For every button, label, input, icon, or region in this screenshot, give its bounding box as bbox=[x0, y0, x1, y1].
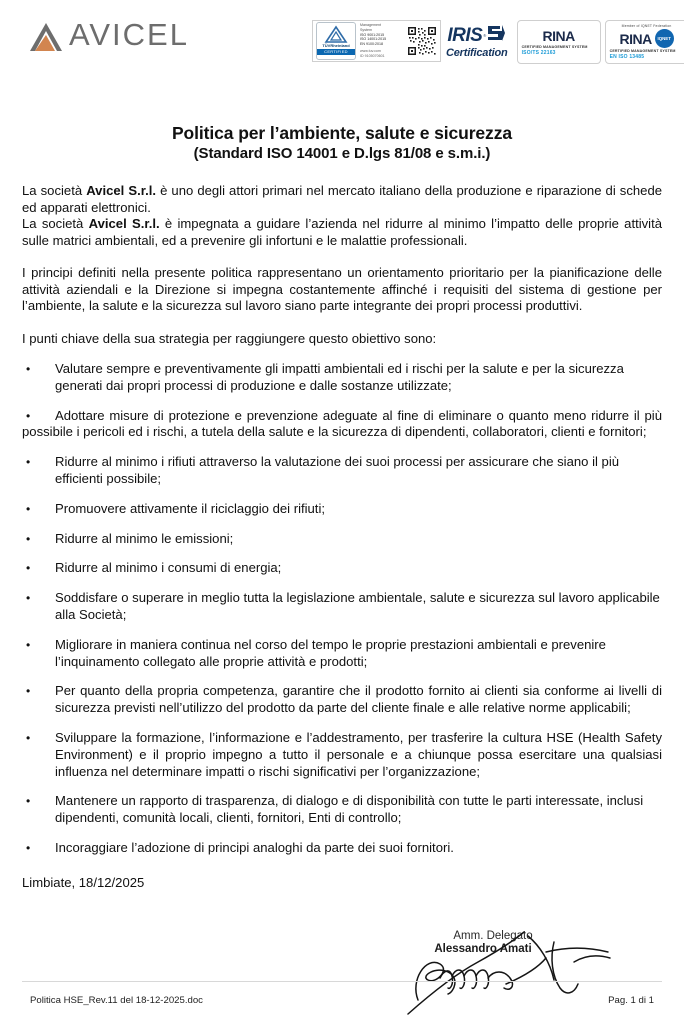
intro-text: è impegnata a guidare l’azienda nel ridurre al minimo l’impatto delle proprie attività sulle matrici ambientali, ed a prevenire gli infortuni e le malattie professionali. bbox=[22, 216, 663, 248]
intro-text: è uno degli attori primari nel mercato italiano della produzione e riparazione di schede ed apparati elettronici. bbox=[22, 183, 663, 215]
rina-caption: CERTIFIED MANAGEMENT SYSTEM bbox=[609, 49, 676, 53]
document-footer bbox=[30, 995, 654, 1006]
bullet-icon: • bbox=[26, 455, 31, 470]
list-item-text: Promuovere attivamente il riciclaggio dei rifiuti; bbox=[55, 500, 325, 516]
iqnet-member-text: Member of IQNET Federation bbox=[621, 24, 672, 28]
page-subtitle: (Standard ISO 14001 e D.lgs 81/08 e s.m.i.) bbox=[193, 145, 491, 162]
iris-subtitle: Certification bbox=[446, 46, 508, 59]
list-item-text: Per quanto della propria competenza, garantire che il prodotto fornito ai clienti sia conforme ai livelli di sicurezza previsti nell’utilizzo del prodotto da parte del cliente finale e alle relative norme applicabili; bbox=[55, 683, 662, 716]
list-item-text: Adottare misure di protezione e prevenzione adeguate al fine di eliminare o quanto meno ridurre il più possibile i pericoli ed i rischi, a tutela della salute e la sicurezza di dipendenti, collaboratori, clienti e fornitori; bbox=[22, 407, 662, 440]
rina-standard: EN ISO 13485 bbox=[609, 54, 645, 60]
list-item bbox=[22, 454, 662, 488]
rina-en-iso-13485-logo bbox=[605, 20, 684, 64]
list-item bbox=[22, 531, 662, 548]
list-item-text: Mantenere un rapporto di trasparenza, di dialogo e di disponibilità con tutte le parti interessate, inclusi dipendenti, comunità locali, clienti, fornitori, Enti di controllo; bbox=[55, 793, 644, 826]
list-item-text: Migliorare in maniera continua nel corso del tempo le proprie prestazioni ambientali e prevenire l’inquinamento collegato alle proprie attività e prodotti; bbox=[55, 636, 606, 669]
list-item-text: Ridurre al minimo le emissioni; bbox=[55, 530, 234, 546]
signatory-role: Amm. Delegato bbox=[453, 930, 533, 942]
intro-paragraph-2 bbox=[22, 216, 662, 249]
list-item-text: Soddisfare o superare in meglio tutta la legislazione ambientale, salute e sicurezza sul lavoro applicabile alla Società; bbox=[55, 590, 660, 622]
rina-standard: ISO/TS 22163 bbox=[521, 50, 556, 56]
iris-registered-mark: ® bbox=[483, 32, 487, 38]
signatory-name: Alessandro Amati bbox=[434, 943, 532, 955]
bullet-icon: • bbox=[26, 684, 31, 699]
list-item bbox=[22, 683, 662, 717]
rina-wordmark-text: RINA bbox=[542, 28, 575, 44]
bullet-icon: • bbox=[26, 561, 31, 576]
iris-wordmark: IRIS bbox=[447, 24, 483, 46]
tuv-standard-line: ISO 14001:2015 bbox=[360, 37, 387, 42]
bullet-icon: • bbox=[26, 794, 31, 809]
list-item bbox=[22, 840, 662, 857]
bullet-icon: • bbox=[26, 591, 31, 606]
tuv-standard-line: System bbox=[360, 28, 372, 33]
avicel-wordmark: AVICEL bbox=[69, 17, 189, 52]
list-item bbox=[22, 408, 662, 442]
tuv-badge-name: TÜVRheinland bbox=[322, 43, 350, 48]
bullet-icon: • bbox=[26, 637, 31, 652]
document-header bbox=[0, 0, 684, 78]
list-item-text: Ridurre al minimo i consumi di energia; bbox=[55, 560, 282, 576]
strategy-lead-in: I punti chiave della sua strategia per raggiungere questo obiettivo sono: bbox=[22, 330, 437, 346]
footer-page-number: Pag. 1 di 1 bbox=[608, 995, 654, 1006]
iris-arrow-icon bbox=[486, 24, 506, 47]
intro-text: La società bbox=[22, 216, 89, 231]
list-item-text: Ridurre al minimo i rifiuti attraverso la valutazione dei suoi processi per assicurare che siano il più efficienti possibile; bbox=[55, 454, 620, 486]
document-title-block bbox=[22, 123, 662, 163]
iqnet-seal-icon bbox=[655, 29, 674, 48]
rina-wordmark bbox=[542, 28, 574, 44]
rina-caption: CERTIFIED MANAGEMENT SYSTEM bbox=[521, 45, 588, 49]
intro-text: La società bbox=[22, 183, 87, 198]
list-item bbox=[22, 730, 662, 780]
rina-wordmark-text: RINA bbox=[619, 30, 652, 47]
iris-certification-logo bbox=[441, 20, 513, 62]
key-points-list bbox=[22, 361, 662, 857]
tuv-standard-line: ISO 9001:2015 bbox=[360, 32, 385, 37]
certification-logos bbox=[312, 20, 684, 66]
list-item bbox=[22, 793, 662, 827]
bullet-icon: • bbox=[26, 730, 31, 745]
avicel-triangle-logo-icon bbox=[24, 18, 68, 52]
qr-code-icon bbox=[407, 26, 437, 56]
tuv-website: www.tuv.com bbox=[360, 49, 381, 54]
tuv-standard-line: Management bbox=[360, 23, 381, 28]
company-name: Avicel S.r.l. bbox=[86, 183, 157, 198]
tuv-badge-icon bbox=[316, 22, 356, 60]
list-item-text: Valutare sempre e preventivamente gli impatti ambientali ed i rischi per la salute e per la sicurezza generati dai propri processi di produzione e dalle sostanze utilizzate; bbox=[55, 361, 624, 393]
principles-paragraph: I principi definiti nella presente politica rappresentano un orientamento prioritario per la pianificazione delle attività aziendali e la Direzione si impegna costantemente affinché i requisiti del sistema di gestione per l’ambiente, la salute e la sicurezza sul lavoro siano parte integrante dei propri processi produttivi. bbox=[22, 265, 662, 313]
list-item bbox=[22, 560, 662, 577]
tuv-standard-line: EN 9100:2018 bbox=[360, 41, 383, 46]
bullet-icon: • bbox=[26, 840, 31, 855]
list-item bbox=[22, 361, 662, 395]
bullet-icon: • bbox=[26, 531, 31, 546]
page-title: Politica per l’ambiente, salute e sicurezza bbox=[171, 123, 512, 143]
iqnet-seal-text: IQNET bbox=[657, 36, 671, 41]
list-item-text: Incoraggiare l’adozione di principi analoghi da parte dei suoi fornitori. bbox=[55, 839, 454, 855]
rina-iso-ts-22163-logo bbox=[517, 20, 601, 64]
avicel-logo bbox=[24, 18, 189, 52]
company-name: Avicel S.r.l. bbox=[88, 216, 160, 231]
footer-filename: Politica HSE_Rev.11 del 18-12-2025.doc bbox=[30, 995, 203, 1006]
list-item-text: Sviluppare la formazione, l’informazione e l’addestramento, per trasferire la cultura HSE (Health Safety Environment) e il proprio impegno a tutto il personale e a chiunque possa esercitare una qualsiasi influenza nel determinare impatti o rischi significativi per l’organizzazione; bbox=[55, 729, 662, 779]
tuv-standards-list bbox=[360, 23, 404, 58]
bullet-icon: • bbox=[26, 501, 31, 516]
footer-divider bbox=[22, 981, 662, 982]
rina-wordmark bbox=[619, 31, 651, 47]
place-and-date: Limbiate, 18/12/2025 bbox=[22, 874, 145, 890]
document-body bbox=[0, 123, 684, 891]
list-item bbox=[22, 501, 662, 518]
bullet-icon: • bbox=[26, 408, 31, 423]
tuv-badge-status: CERTIFIED bbox=[317, 49, 355, 55]
list-item bbox=[22, 637, 662, 671]
list-item bbox=[22, 590, 662, 624]
tuv-id-code: ID 9105070601 bbox=[360, 53, 385, 58]
intro-paragraph-1 bbox=[22, 183, 662, 216]
bullet-icon: • bbox=[26, 362, 31, 376]
tuv-rheinland-certificate bbox=[312, 20, 441, 62]
